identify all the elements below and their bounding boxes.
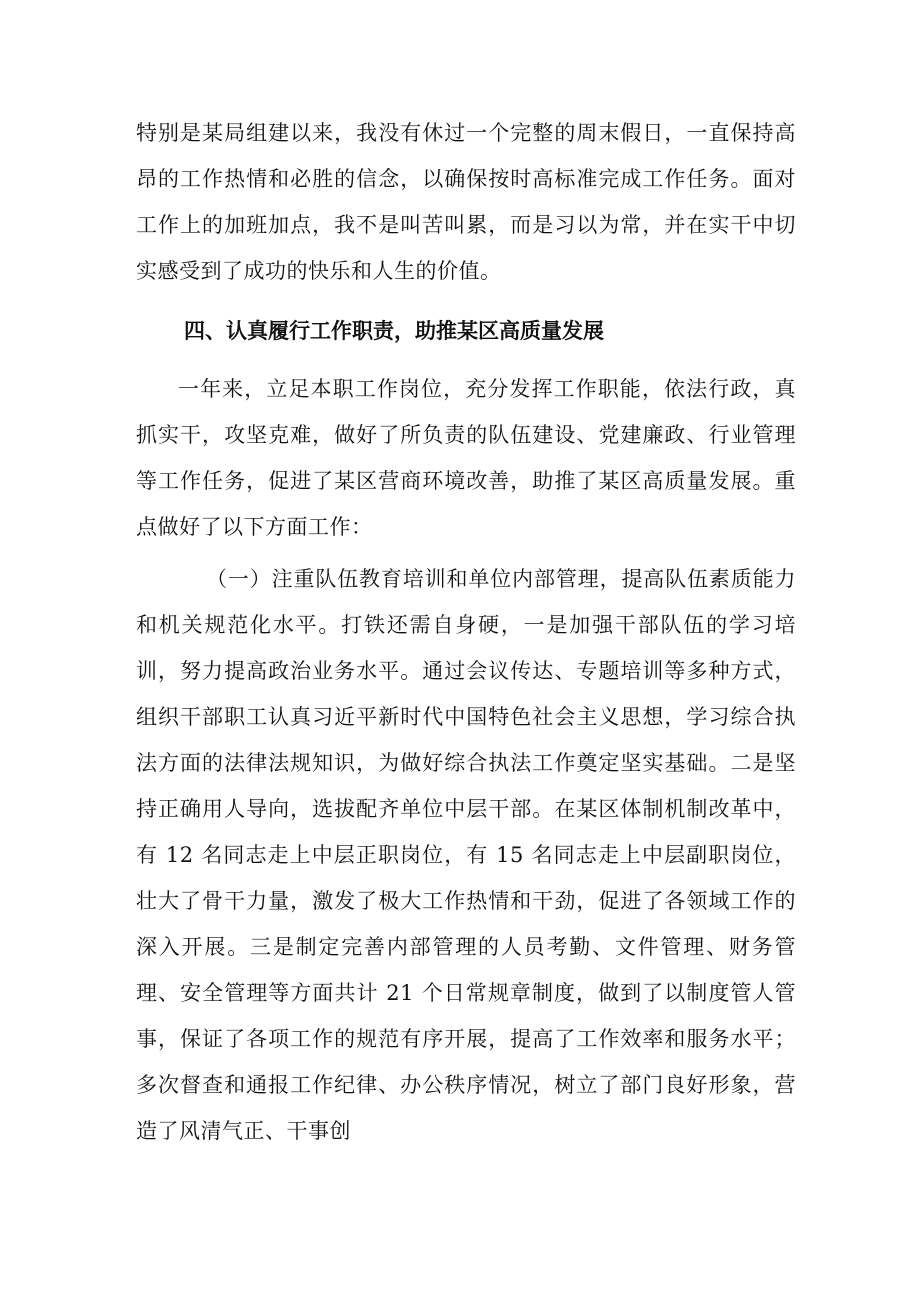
section-heading: 四、认真履行工作职责，助推某区高质量发展 (184, 319, 604, 343)
paragraph-intro: 一年来，立足本职工作岗位，充分发挥工作职能，依法行政，真抓实干，攻坚克难，做好了所负责的队伍建设、党建廉政、行业管理等工作任务，促进了某区营商环境改善，助推了某区高质量发展。重点做好了以下方面工作： (136, 377, 796, 539)
document-body (136, 110, 796, 1154)
paragraph-continuation: 特别是某局组建以来，我没有休过一个完整的周末假日，一直保持高昂的工作热情和必胜的信念，以确保按时高标准完成工作任务。面对工作上的加班加点，我不是叫苦叫累，而是习以为常，并在实干中切实感受到了成功的快乐和人生的价值。 (136, 121, 796, 283)
paragraph-subsection-1: （一）注重队伍教育培训和单位内部管理，提高队伍素质能力和机关规范化水平。打铁还需自身硬，一是加强干部队伍的学习培训，努力提高政治业务水平。通过会议传达、专题培训等多种方式，组织干部职工认真习近平新时代中国特色社会主义思想，学习综合执法方面的法律法规知识，为做好综合执法工作奠定坚实基础。二是坚持正确用人导向，选拔配齐单位中层干部。在某区体制机制改革中，有 12 名同志走上中层正职岗位，有 15 名同志走上中层副职岗位，壮大了骨干力量，激发了极大工作热情和干劲，促进了各领域工作的深入开展。三是制定完善内部管理的人员考勤、文件管理、财务管理、安全管理等方面共计 21 个日常规章制度，做到了以制度管人管事，保证了各项工作的规范有序开展，提高了工作效率和服务水平；多次督查和通报工作纪律、办公秩序情况，树立了部门良好形象，营造了风清气正、干事创 (136, 567, 796, 1143)
